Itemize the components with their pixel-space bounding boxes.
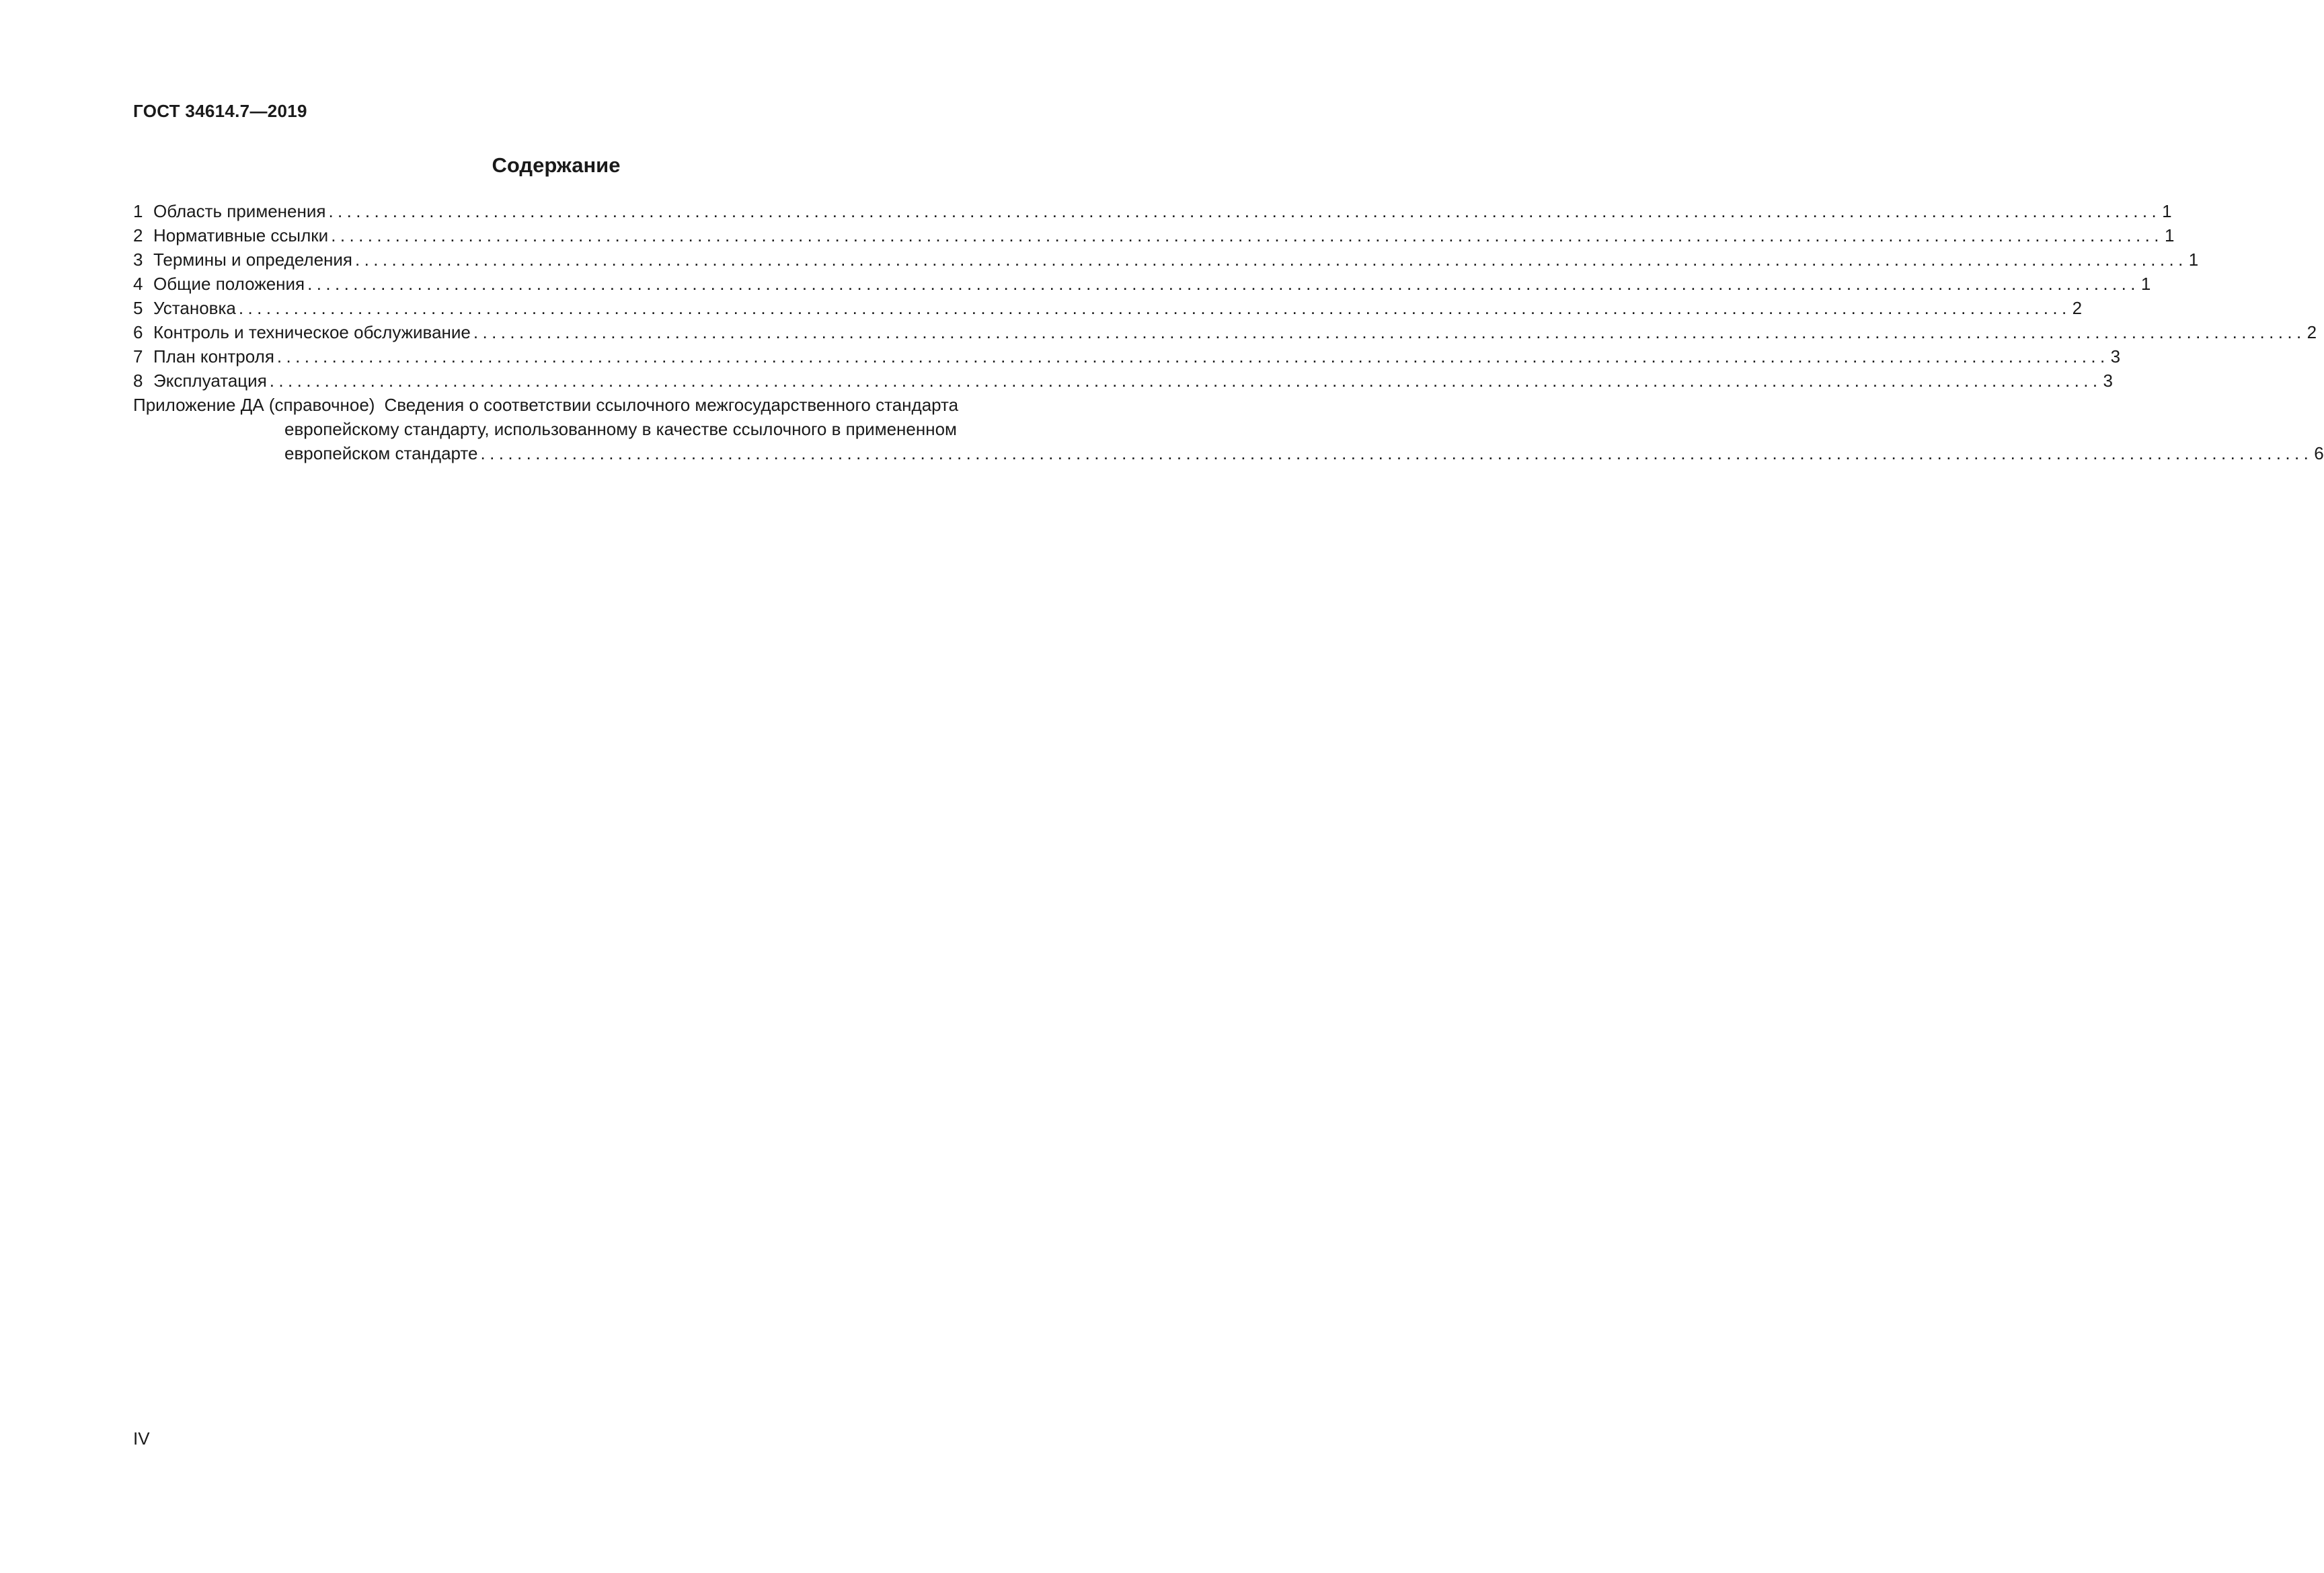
toc-leader-dots: ........................................................................................................................................................................................................ <box>238 298 2071 318</box>
toc-leader-dots: ........................................................................................................................................................................................................ <box>269 371 2102 391</box>
toc-item-annex-da[interactable] <box>133 393 2324 465</box>
annex-title-line-2: европейскому стандарту, использованному в качестве ссылочного в примененном <box>284 419 957 439</box>
toc-item-2[interactable] <box>133 223 2175 247</box>
toc-item-label: Термины и определения <box>153 250 353 270</box>
toc-item-label: Контроль и техническое обслуживание <box>153 322 471 342</box>
toc-item-number: 1 <box>133 201 143 221</box>
toc-item-page: 1 <box>2164 225 2175 245</box>
toc-item-7[interactable] <box>133 344 2121 369</box>
document-code: ГОСТ 34614.7—2019 <box>133 101 307 121</box>
toc-leader-dots: ........................................................................................................................................................................................................ <box>331 225 2163 245</box>
toc-item-label: План контроля <box>153 346 274 367</box>
toc-leader-dots: ........................................................................................................................................................................................................ <box>355 250 2187 270</box>
toc-leader-dots: ........................................................................................................................................................................................................ <box>307 274 2140 294</box>
toc-item-label: Нормативные ссылки <box>153 225 329 245</box>
toc-item-page: 3 <box>2110 346 2121 367</box>
toc-item-label: Область применения <box>153 201 326 221</box>
toc-item-number: 7 <box>133 346 143 367</box>
table-of-contents <box>133 199 2324 465</box>
toc-item-number: 5 <box>133 298 143 318</box>
toc-item-8[interactable] <box>133 369 2113 393</box>
page-title: Содержание <box>492 153 621 177</box>
toc-item-page: 2 <box>2072 298 2083 318</box>
toc-leader-dots: ........................................................................................................................................................................................................ <box>473 322 2306 342</box>
toc-item-6[interactable] <box>133 320 2317 344</box>
toc-item-page: 6 <box>2314 443 2324 463</box>
toc-item-label: Эксплуатация <box>153 371 267 391</box>
toc-item-4[interactable] <box>133 272 2151 296</box>
toc-item-number: 8 <box>133 371 143 391</box>
toc-item-page: 1 <box>2140 274 2151 294</box>
toc-item-3[interactable] <box>133 247 2199 272</box>
toc-item-label: Общие положения <box>153 274 305 294</box>
toc-item-page: 1 <box>2162 201 2172 221</box>
toc-item-5[interactable] <box>133 296 2083 320</box>
annex-title-line-1: Сведения о соответствии ссылочного межгосударственного стандарта <box>384 395 959 415</box>
toc-item-number: 6 <box>133 322 143 342</box>
toc-item-page: 3 <box>2103 371 2113 391</box>
toc-item-page: 2 <box>2307 322 2317 342</box>
toc-item-1[interactable] <box>133 199 2172 223</box>
annex-title-line-3: европейском стандарте <box>284 443 478 463</box>
annex-prefix: Приложение ДА (справочное) <box>133 395 375 415</box>
toc-item-number: 2 <box>133 225 143 245</box>
toc-item-label: Установка <box>153 298 236 318</box>
toc-item-number: 4 <box>133 274 143 294</box>
toc-leader-dots: ........................................................................................................................................................................................................ <box>480 443 2313 463</box>
page-number: IV <box>133 1428 150 1449</box>
toc-leader-dots: ........................................................................................................................................................................................................ <box>276 346 2109 367</box>
toc-item-number: 3 <box>133 250 143 270</box>
toc-leader-dots: ........................................................................................................................................................................................................ <box>328 201 2161 221</box>
toc-item-page: 1 <box>2188 250 2199 270</box>
